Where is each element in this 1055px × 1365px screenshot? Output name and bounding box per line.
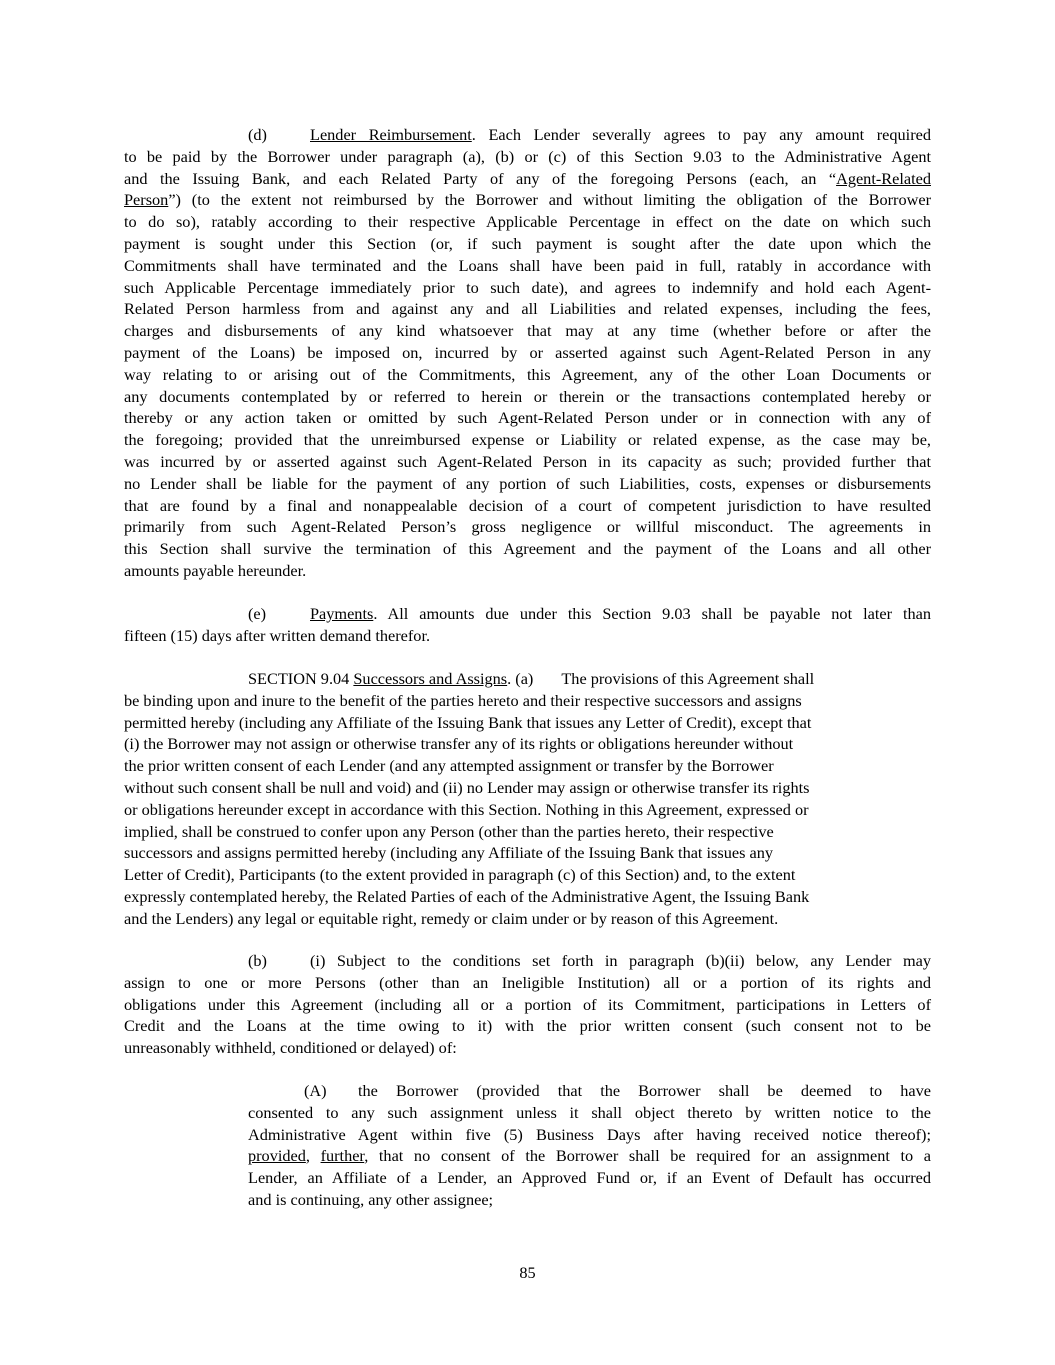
paragraph-marker: (b) bbox=[248, 951, 267, 970]
paragraph-marker: (e) bbox=[248, 604, 267, 623]
paragraph-line: without such consent shall be null and void) and (ii) no Lender may assign or otherwise transfer its rights bbox=[124, 777, 810, 797]
section-heading-line: SECTION 9.04 Successors and Assigns. (a) The provisions of this Agreement shall bbox=[248, 669, 815, 688]
paragraph-line: primarily from such Agent-Related Person’s gross negligence or willful misconduct. The agreements in bbox=[124, 517, 931, 537]
paragraph-line: obligations under this Agreement (including all or a portion of its Commitment, participations in Letters of bbox=[124, 994, 931, 1014]
paragraph-line: fifteen (15) days after written demand therefor. bbox=[124, 625, 431, 645]
paragraph-line: this Section shall survive the termination of this Agreement and the payment of the Loans and all other bbox=[124, 539, 931, 559]
paragraph-line: or obligations hereunder except in accordance with this Section. Nothing in this Agreement, expressed or bbox=[124, 799, 809, 819]
paragraph-line: (d) Lender Reimbursement. Each Lender severally agrees to pay any amount required bbox=[248, 125, 931, 144]
paragraph-line: Related Person harmless from and against any and all Liabilities and related expenses, including the fees, bbox=[124, 299, 931, 319]
defined-term: Person bbox=[124, 190, 169, 210]
paragraph-line: was incurred by or asserted against such Agent-Related Person in its capacity as such; provided further that bbox=[124, 451, 931, 471]
paragraph-line: the foregoing; provided that the unreimbursed expense or Liability or related expense, as the case may be, bbox=[124, 430, 931, 450]
paragraph-marker: (A) bbox=[304, 1081, 327, 1100]
section-heading: Lender Reimbursement bbox=[310, 125, 472, 144]
paragraph-line: Credit and the Loans at the time owing to it) with the prior written consent (such consent not to be bbox=[124, 1016, 931, 1036]
paragraph-b bbox=[124, 950, 931, 1059]
paragraph-line: consented to any such assignment unless it shall object thereto by written notice to the bbox=[248, 1102, 931, 1122]
paragraph-line: no Lender shall be liable for the payment of any portion of such Liabilities, costs, expenses or disbursements bbox=[124, 473, 931, 493]
paragraph-line: Lender, an Affiliate of a Lender, an Approved Fund or, if an Event of Default has occurred bbox=[248, 1168, 931, 1188]
paragraph-line: (i) the Borrower may not assign or otherwise transfer any of its rights or obligations hereunder without bbox=[124, 734, 794, 754]
paragraph-line: way relating to or arising out of the Commitments, this Agreement, any of the other Loan Documents or bbox=[124, 364, 931, 384]
paragraph-line: to be paid by the Borrower under paragraph (a), (b) or (c) of this Section 9.03 to the Administrative Agent bbox=[124, 146, 931, 166]
paragraph-line: unreasonably withheld, conditioned or delayed) of: bbox=[124, 1038, 457, 1058]
paragraph-line: be binding upon and inure to the benefit of the parties hereto and their respective successors and assigns bbox=[124, 690, 802, 710]
paragraph-line: permitted hereby (including any Affiliate of the Issuing Bank that issues any Letter of Credit), except that bbox=[124, 712, 812, 732]
defined-term: Agent-Related bbox=[836, 168, 931, 188]
paragraph-line: and the Issuing Bank, and each Related Party of any of the foregoing Persons (each, an “Agent-Related bbox=[124, 168, 931, 188]
paragraph-A bbox=[248, 1080, 931, 1211]
paragraph-line: that are found by a final and nonappealable decision of a court of competent jurisdiction to have resulted bbox=[124, 495, 931, 515]
paragraph-line: expressly contemplated hereby, the Related Parties of each of the Administrative Agent, the Issuing Bank bbox=[124, 886, 810, 906]
paragraph-line: and is continuing, any other assignee; bbox=[248, 1189, 494, 1209]
paragraph-line: to do so), ratably according to their respective Applicable Percentage in effect on the date on which such bbox=[124, 212, 931, 232]
paragraph-line: Letter of Credit), Participants (to the extent provided in paragraph (c) of this Section) and, to the extent bbox=[124, 865, 796, 885]
section-heading: Successors and Assigns bbox=[353, 669, 508, 688]
paragraph-line: thereby or any action taken or omitted by such Agent-Related Person under or in connection with any of bbox=[124, 408, 931, 428]
paragraph-line: (A) the Borrower (provided that the Borrower shall be deemed to have bbox=[304, 1081, 931, 1100]
paragraph-line: (e) Payments. All amounts due under this Section 9.03 shall be payable not later than bbox=[248, 604, 931, 623]
paragraph-marker: (d) bbox=[248, 125, 267, 144]
paragraph-line: the prior written consent of each Lender (and any attempted assignment or transfer by the Borrower bbox=[124, 756, 774, 776]
paragraph-line: Person”) (to the extent not reimbursed by the Borrower and without limiting the obligation of the Borrower bbox=[124, 190, 931, 210]
paragraph-line: payment of the Loans) be imposed on, incurred by or asserted against such Agent-Related Person in any bbox=[124, 342, 931, 362]
defined-term: provided bbox=[248, 1146, 306, 1166]
paragraph-line: Commitments shall have terminated and the Loans shall have been paid in full, ratably in accordance with bbox=[124, 255, 931, 275]
paragraph-line: any documents contemplated by or referred to herein or therein or the transactions contemplated hereby or bbox=[124, 386, 931, 406]
paragraph-line: payment is sought under this Section (or, if such payment is sought after the date upon which the bbox=[124, 233, 931, 253]
paragraph-line: assign to one or more Persons (other than an Ineligible Institution) all or a portion of its rights and bbox=[124, 972, 931, 992]
section-heading: Payments bbox=[310, 604, 374, 623]
paragraph-d bbox=[124, 124, 931, 582]
paragraph-line: charges and disbursements of any kind whatsoever that may at any time (whether before or after the bbox=[124, 321, 931, 341]
paragraph-line: successors and assigns permitted hereby (including any Affiliate of the Issuing Bank that issues any bbox=[124, 843, 774, 863]
defined-term: further bbox=[320, 1146, 365, 1166]
paragraph-line: implied, shall be construed to confer upon any Person (other than the parties hereto, their respective bbox=[124, 821, 774, 841]
paragraph-e bbox=[124, 603, 931, 647]
paragraph-line: provided, further, that no consent of the Borrower shall be required for an assignment to a bbox=[248, 1146, 932, 1166]
paragraph-line: such Applicable Percentage immediately prior to such date), and agrees to indemnify and hold each Agent- bbox=[124, 277, 931, 297]
paragraph-line: Administrative Agent within five (5) Business Days after having received notice thereof); bbox=[248, 1124, 931, 1144]
paragraph-line: amounts payable hereunder. bbox=[124, 560, 307, 580]
paragraph-line: and the Lenders) any legal or equitable right, remedy or claim under or by reason of this Agreement. bbox=[124, 908, 779, 928]
paragraph-line: (b) (i) Subject to the conditions set forth in paragraph (b)(ii) below, any Lender may bbox=[248, 951, 931, 970]
page-number: 85 bbox=[519, 1263, 536, 1282]
section-9-04 bbox=[124, 668, 931, 930]
